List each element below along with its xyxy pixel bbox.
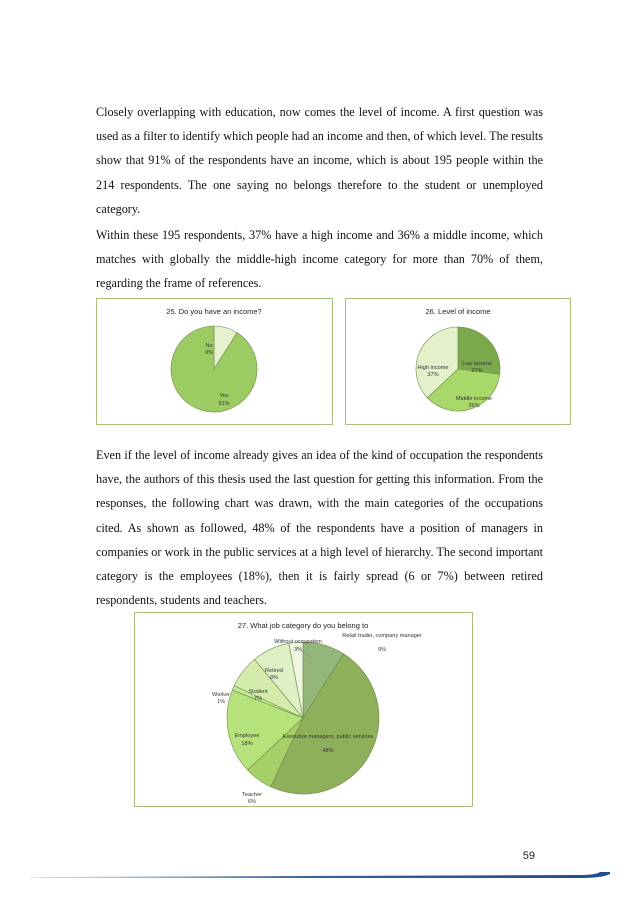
slice-label-retail: Retail trader, company manager: [342, 633, 422, 639]
slice-label-middle: Middle income: [455, 396, 493, 402]
slice-pct-yes: 91%: [218, 401, 230, 407]
slice-label-executive: Executive managers, public services: [282, 734, 374, 740]
paragraph-income-levels: Within these 195 respondents, 37% have a high income and 36% a middle income, which matches with globally the middle-high income category for more than 70% of them, regarding the frame of references.: [96, 228, 543, 291]
footer-rule: [30, 870, 610, 884]
slice-pct-executive: 48%: [322, 748, 334, 754]
slice-label-worker: Worker: [212, 692, 230, 698]
chart-income-level-svg: [346, 299, 570, 424]
slice-pct-high: 37%: [427, 372, 439, 378]
slice-pct-middle: 36%: [468, 403, 480, 409]
slice-pct-no: 9%: [204, 350, 214, 356]
slice-pct-worker: 1%: [216, 699, 226, 705]
pie-slice-yes: [171, 326, 257, 412]
slice-pct-student: 7%: [253, 696, 263, 702]
slice-pct-employee: 18%: [241, 741, 253, 747]
slice-label-employee: Employee: [234, 733, 260, 739]
slice-label-teacher: Teacher: [242, 792, 262, 798]
chart-title: 26. Level of income: [425, 307, 491, 316]
slice-label-retired: Retired: [264, 668, 284, 674]
pie: [227, 642, 379, 794]
slice-pct-low: 27%: [471, 368, 483, 374]
chart-income-level: [345, 298, 571, 425]
slice-label-high: High income: [417, 365, 449, 371]
slice-pct-teacher: 6%: [247, 799, 257, 805]
slice-label-yes: Yes: [219, 393, 229, 399]
chart-job-category: [134, 612, 473, 807]
chart-title: 27. What job category do you belong to: [237, 621, 369, 630]
paragraph-income-intro: Closely overlapping with education, now comes the level of income. A first question was used as a filter to identify which people had an income and then, of which level. The results show that 91% of the respondents have an income, which is about 195 people within the 214 respondents. The one saying no belongs therefore to the student or unemployed category.: [96, 105, 543, 216]
paragraph-occupation: Even if the level of income already gives an idea of the kind of occupation the respondents have, the authors of this thesis used the last question for getting this information. From the responses, the following chart was drawn, with the main categories of the occupations cited. As shown as followed, 48% of the respondents have a position of managers in companies or work in the public services at a high level of hierarchy. The second important category is the employees (18%), then it is fairly spread (6 or 7%) between retired respondents, students and teachers.: [96, 448, 543, 608]
pie: [171, 326, 257, 412]
chart-title: 25. Do you have an income?: [166, 307, 262, 316]
slice-pct-retired: 8%: [269, 675, 279, 681]
slice-label-without-occupation: Without occupation: [274, 639, 322, 645]
slice-label-student: Student: [248, 689, 268, 695]
chart-has-income-svg: [97, 299, 332, 424]
slice-label-low: Low income: [462, 361, 492, 367]
chart-has-income: [96, 298, 333, 425]
slice-pct-retail: 9%: [377, 647, 387, 653]
page-number: 59: [522, 850, 535, 862]
slice-pct-without-occupation: 3%: [293, 647, 303, 653]
slice-label-no: No: [205, 343, 213, 349]
chart-job-category-svg: [135, 613, 472, 806]
